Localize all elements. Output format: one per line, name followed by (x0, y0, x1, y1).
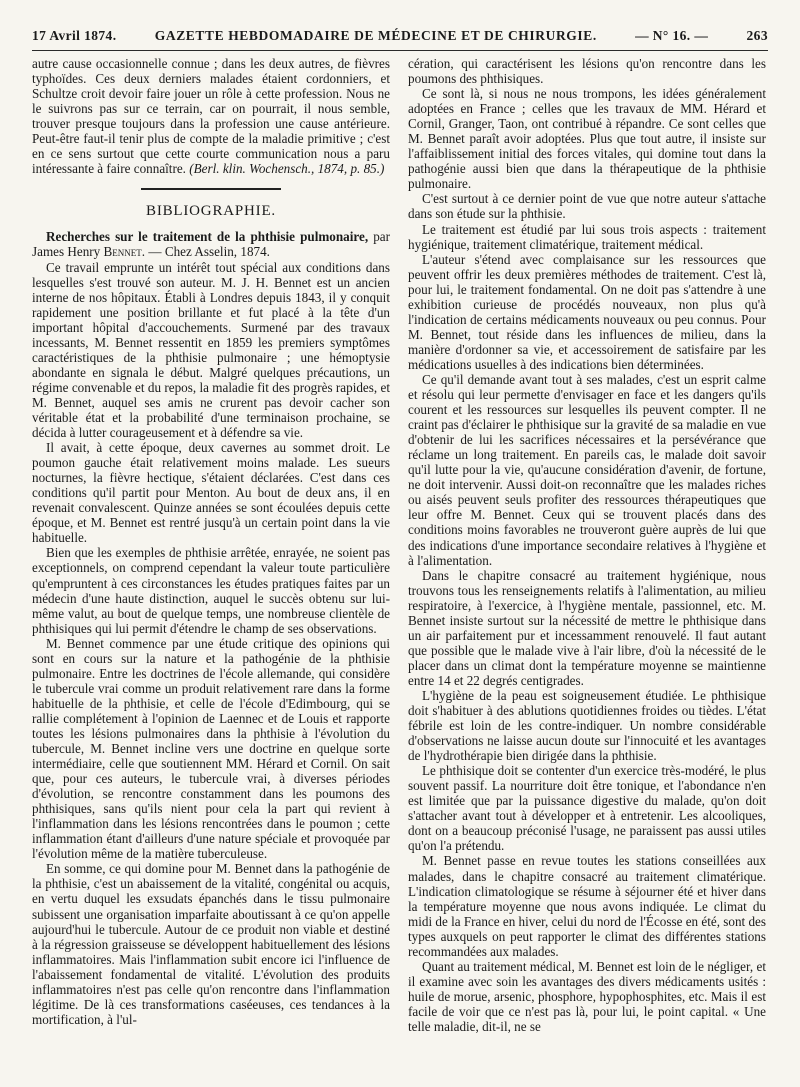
review-paragraph: Quant au traitement médical, M. Bennet est loin de le négliger, et il examine avec soin les avantages des divers médicaments usités : huile de morue, arsenic, phosphore, hypophosphites, etc. Mais il est facile de voir que ce n'est pas là, pour lui, le point capital. « Une telle maladie, dit-il, ne se (408, 958, 766, 1034)
left-column (32, 56, 390, 1075)
book-publisher: — Chez Asselin, 1874. (148, 244, 270, 260)
review-paragraph: Dans le chapitre consacré au traitement hygiénique, nous trouvons tous les renseignements relatifs à l'alimentation, au milieu respiratoire, à l'exercice, à l'hygiène mentale, passionnel, etc. M. Bennet insiste surtout sur la nécessité de mettre le phthisique dans un air parfaitement pur et incessamment renouvelé. Il faut autant que possible que le malade vive à l'air libre, d'où la nécessité de le placer dans un climat dont la température moyenne se maintienne entre 14 et 22 degrés centigrades. (408, 567, 766, 688)
intro-paragraph (32, 56, 390, 176)
review-paragraph: cération, qui caractérisent les lésions qu'on rencontre dans les poumons des phthisiques. (408, 56, 766, 87)
header-date: 17 Avril 1874. (32, 28, 117, 43)
review-paragraph: L'auteur s'étend avec complaisance sur les ressources que peuvent offrir les deux premières méthodes de traitement. C'est là, pour lui, le traitement fondamental. On ne doit pas s'attendre à une exhibition curieuse de procédés nouveaux, non plus qu'à l'indication de certains médicaments nouveaux ou peu connus. Pour M. Bennet, tout réside dans les influences de milieu, dans la manière d'ordonner sa vie, et accessoirement de satisfaire par les médications usuelles à des indications bien déterminées. (408, 251, 766, 372)
running-header (32, 28, 768, 48)
review-paragraph: Ce sont là, si nous ne nous trompons, les idées généralement adoptées en France ; celles que les travaux de MM. Hérard et Cornil, Granger, Taon, ont contribué à répandre. Ce sont celles que M. Bennet paraît avoir adoptées. Plus que tout autre, il insiste sur l'affaiblissement initial des forces vitales, qui domine tout dans la pathogénie aussi bien que dans la thérapeutique de la phthisie pulmonaire. (408, 86, 766, 192)
review-paragraph: Ce qu'il demande avant tout à ses malades, c'est un esprit calme et résolu qui leur permette d'envisager en face et les dangers qu'ils courent et les ressources sur lesquelles ils peuvent compter. Il ne craint pas d'éclairer le phthisique sur la gravité de sa maladie en vue d'obtenir de lui les sacrifices nécessaires et la persévérance que réclame un long traitement. En pareils cas, le malade doit savoir qu'il lutte pour la vie, qu'aucune considération d'avenir, de fortune, ne doit intervenir. Aussi doit-on reconnaître que les malades riches ou aisés peuvent seuls profiter des ressources thérapeutiques que leur offre M. Bennet. Ceux qui se trouvent placés dans des conditions moins favorables ne trouveront guère auprès de lui que des indications d'une importance secondaire relatives à l'hygiène et à l'alimentation. (408, 371, 766, 568)
book-author-prefix: par James Henry (32, 229, 390, 260)
section-divider (141, 188, 281, 190)
review-paragraph: Il avait, à cette époque, deux cavernes au sommet droit. Le poumon gauche était relativement moins malade. Les sueurs nocturnes, la fièvre hectique, s'étaient déclarées. C'est dans ces conditions qu'il partit pour Menton. Au bout de deux ans, il en revenait convalescent. Quinze années se sont écoulées depuis cette époque, et M. Bennet est rentré jusqu'à un certain point dans la vie habituelle. (32, 440, 390, 546)
review-paragraph: Le traitement est étudié par lui sous trois aspects : traitement hygiénique, traitement climatérique, traitement médical. (408, 221, 766, 252)
right-column (408, 56, 766, 1075)
review-paragraph: En somme, ce qui domine pour M. Bennet dans la pathogénie de la phthisie, c'est un abaissement de la vitalité, congénital ou acquis, en vertu duquel les exsudats épanchés dans le tissu pulmonaire subissent une organisation imparfaite aboutissant à ce qu'on appelle aujourd'hui le tubercule. Autour de ce produit non viable et destiné à la régression graisseuse se développent habituellement des lésions inflammatoires. Mais l'inflammation subit encore ici l'influence de l'abaissement fondamental de vitalité. L'évolution des produits inflammatoires n'est pas celle qu'on rencontre dans l'inflammation légitime. De là ces transformations caséeuses, ces tendances à la mortification, à l'ul- (32, 861, 390, 1027)
review-paragraph: L'hygiène de la peau est soigneusement étudiée. Le phthisique doit s'habituer à des ablutions quotidiennes froides ou tièdes. L'état fébrile est loin de les contre-indiquer. Un nombre considérable d'observations ne laisse aucun doute sur l'innocuité et les avantages de l'hydrothérapie bien dirigée dans la phthisie. (408, 687, 766, 764)
book-reference (32, 229, 390, 259)
review-paragraph: C'est surtout à ce dernier point de vue que notre auteur s'attache dans son étude sur la phthisie. (408, 191, 766, 222)
review-paragraph: Bien que les exemples de phthisie arrêtée, enrayée, ne soient pas exceptionnels, on comprend cependant la valeur toute particulière qu'empruntent à ces circonstances les études pratiques faites par un médecin d'une haute distinction, auquel le succès obtenu sur lui-même valut, au bout de quelque temps, une nombreuse clientèle de phthisiques qui lui permit d'étendre le champ de ses observations. (32, 545, 390, 636)
header-title: GAZETTE HEBDOMADAIRE DE MÉDECINE ET DE CHIRURGIE. (154, 28, 597, 43)
review-paragraph: Ce travail emprunte un intérêt tout spécial aux conditions dans lesquelles s'est trouvé son auteur. M. J. H. Bennet est un ancien interne de nos hôpitaux. Établi à Londres depuis 1843, il y conquit rapidement une position brillante et fut placé à la tête d'un important hôpital d'accouchements. Surmené par des travaux incessants, M. Bennet ressentit en 1859 les premiers symptômes caractéristiques de la phthisie pulmonaire ; une hémoptysie abondante en signala le début. Malgré quelques précautions, un régime convenable et du repos, la maladie fit des progrès rapides, et M. Bennet, auquel ses amis ne crurent pas devoir cacher son véritable état et la probabilité d'une terminaison prochaine, se décida à lutter courageusement et à défendre sa vie. (32, 259, 390, 441)
citation: (Berl. klin. Wochensch., 1874, p. 85.) (189, 161, 385, 177)
intro-text: autre cause occasionnelle connue ; dans les deux autres, de fièvres typhoïdes. Ces deux derniers malades étaient cordonniers, et Schultze croit devoir faire jouer un rôle à cette profession. Nous ne le suivrons pas sur ce terrain, car on pourrait, il nous semble, trouver presque toujours dans la profession une cause antérieure. Peut-être faut-il tenir plus de compte de la maladie primitive ; c'est en ce sens surtout que cette courte communication nous a paru intéressante à faire connaître. (32, 56, 390, 177)
review-paragraph: Le phthisique doit se contenter d'un exercice très-modéré, le plus souvent passif. La nourriture doit être tonique, et l'abondance n'en est limitée que par la puissance digestive du malade, qu'on doit s'attacher avant tout à développer et à entretenir. Les alcooliques, dont on a beaucoup préconisé l'usage, ne paraissent pas aussi utiles qu'on l'a prétendu. (408, 763, 766, 854)
section-title: BIBLIOGRAPHIE. (146, 203, 276, 220)
header-rule (32, 50, 768, 51)
review-paragraph: M. Bennet commence par une étude critique des opinions qui sont en cours sur la nature et la pathogénie de la phthisie pulmonaire. Entre les doctrines de l'école allemande, qui considère le tubercule vrai comme un produit relativement rare dans la forme habituelle de la phthisie, et celle de l'école d'Edimbourg, qui se rallie complétement à l'opinion de Laennec et de Louis et rapporte toutes les lésions pulmonaires dans la phthisie à l'évolution du tubercule, M. Bennet incline vers une doctrine en quelque sorte intermédiaire, celle que soutiennent MM. Hérard et Cornil. On sait que, pour ces auteurs, le tubercule vrai, à diverses périodes d'évolution, se rencontre constamment dans les poumons des phthisiques, sans qu'ils nient pour cela la part qui revient à l'inflammation dans les lésions rencontrées dans le poumon ; cette inflammation étant d'ailleurs d'une nature spéciale et provoquée par l'évolution même de la matière tuberculeuse. (32, 635, 390, 862)
review-paragraph: M. Bennet passe en revue toutes les stations conseillées aux malades, dans le chapitre consacré au traitement climatérique. L'indication climatologique se résume à séjourner été et hiver dans la température moyenne que nous avons indiquée. Le climat du midi de la France en hiver, celui du nord de l'Écosse en été, sont des types auxquels on peut rapporter le climat des différentes stations recommandées aux malades. (408, 853, 766, 959)
book-title: Recherches sur le traitement de la phthisie pulmonaire, (46, 229, 369, 245)
header-page-number: 263 (746, 28, 768, 43)
book-author: Bennet. (103, 244, 146, 260)
header-issue: — N° 16. — (635, 28, 709, 43)
